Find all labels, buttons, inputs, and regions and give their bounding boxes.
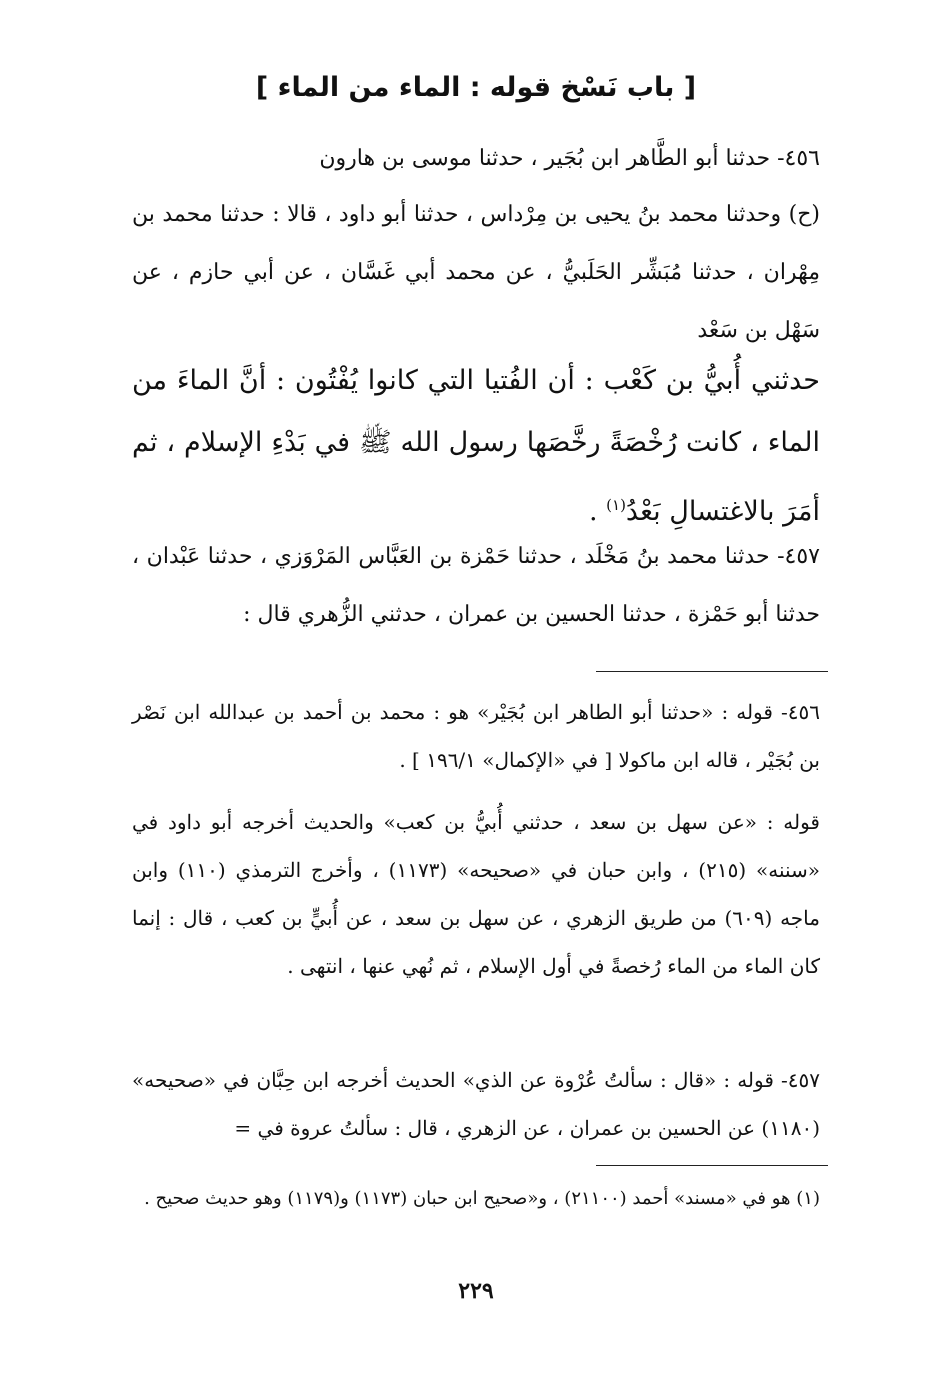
footnote-1: (١) هو في «مسند» أحمد (٢١١٠٠) ، و«صحيح ابن حبان (١١٧٣) و(١١٧٩) وهو حديث صحيح . (144, 1188, 820, 1209)
notes-divider (596, 671, 828, 672)
hadith-456-matn (132, 350, 820, 543)
footnote-marker[interactable]: (١) (606, 496, 626, 514)
note-456-takhrij: قوله : «عن سهل بن سعد ، حدثني أُبيُّ بن كعب» والحديث أخرجه أبو داود في «سننه» (٢١٥) ، وابن حبان في «صحيحه» (١١٧٣) ، وأخرج الترمذي (١١٠) وابن ماجه (٦٠٩) من طريق الزهري ، عن سهل بن سعد ، عن أُبيٍّ بن كعب ، قال : إنما كان الماء من الماء رُخصةً في أول الإسلام ، ثم نُهي عنها ، انتهى . (132, 810, 821, 978)
page-number: ٢٢٩ (458, 1278, 494, 1304)
footnote-divider (596, 1165, 828, 1166)
hadith-456-text: حدثني أُبيُّ بن كَعْب : أن الفُتيا التي كانوا يُفْتُون : أنَّ الماءَ من الماء ، كانت رُخْصَةً رخَّصَها رسول الله ﷺ في بَدْءِ الإسلام ، ثم أمَرَ بالاغتسالِ بَعْدُ (132, 365, 820, 527)
note-457: ٤٥٧- قوله : «قال : سألتُ عُرْوة عن الذي» الحديث أخرجه ابن حِبَّان في «صحيحه» (١١٨٠) عن الحسين بن عمران ، عن الزهري ، قال : سألتُ عروة في = (132, 1068, 820, 1140)
hadith-456-isnad: ٤٥٦- حدثنا أبو الطَّاهر ابن بُجَير ، حدثنا موسى بن هارون (319, 146, 820, 171)
chapter-heading: [ باب نَسْخ قوله : الماء من الماء ] (255, 72, 697, 103)
hadith-456-end: . (588, 496, 607, 527)
note-456: ٤٥٦- قوله : «حدثنا أبو الطاهر ابن بُجَيْر» هو : محمد بن أحمد بن عبدالله ابن نَصْر بن بُجَيْر ، قاله ابن ماكولا [ في «الإكمال» ١٩٦/١ ] . (132, 700, 820, 772)
hadith-457-isnad: ٤٥٧- حدثنا محمد بنُ مَخْلَد ، حدثنا حَمْزة بن العَبَّاس المَرْوَزي ، حدثنا عَبْدان ، حدثنا أبو حَمْزة ، حدثنا الحسين بن عمران ، حدثني الزُّهري قال : (132, 544, 820, 627)
hadith-456-isnad-second: (ح) وحدثنا محمد بنُ يحيى بن مِرْداس ، حدثنا أبو داود ، قالا : حدثنا محمد بن مِهْران ، حدثنا مُبَشِّر الحَلَبيُّ ، عن محمد أبي غَسَّان ، عن أبي حازم ، عن سَهْل بن سَعْد (132, 202, 820, 343)
